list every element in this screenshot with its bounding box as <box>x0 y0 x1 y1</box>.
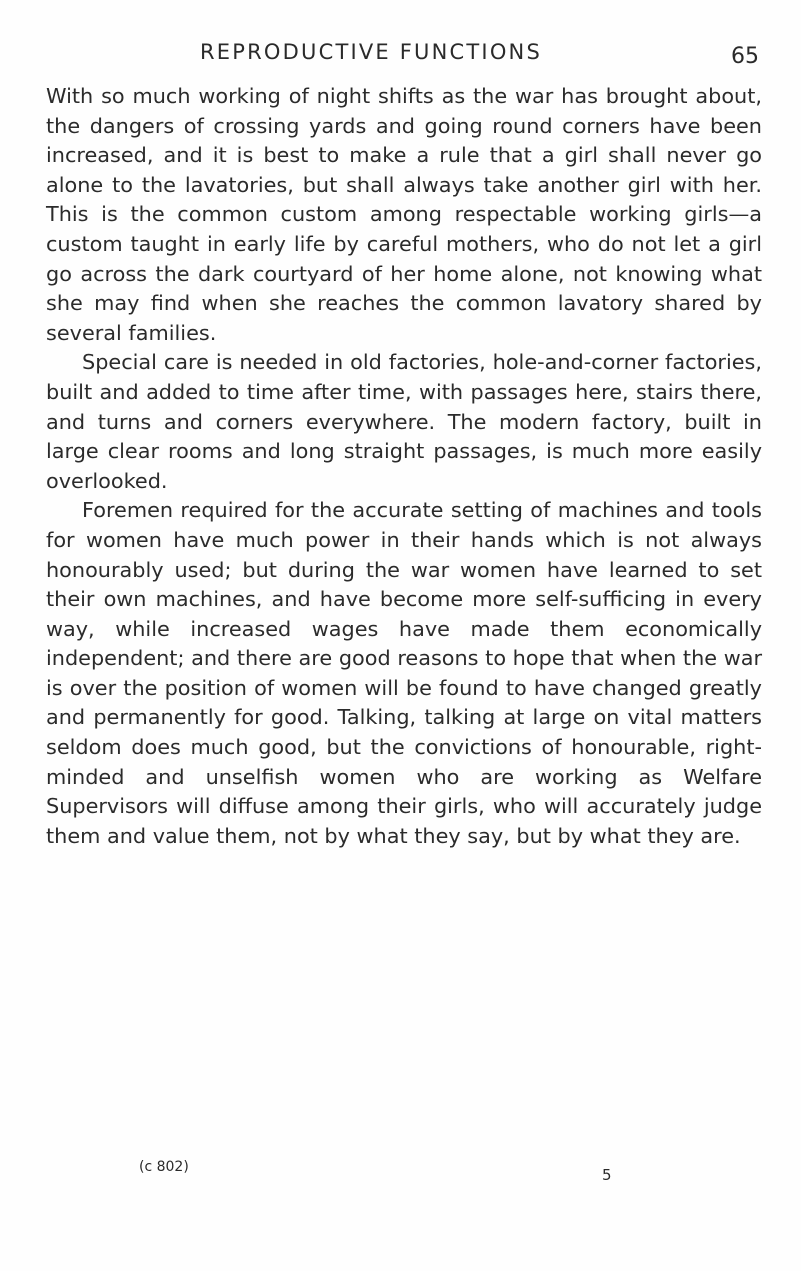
paragraph-3: Foremen required for the accurate setting of machines and tools for women have much power in their hands which is not always honourably used; but during the war women have learned to set their own machines, and have become more self-sufficing in every way, while increased wages have made them economically independent; and there are good reasons to hope that when the war is over the position of women will be found to have changed greatly and permanently for good. Talking, talking at large on vital matters seldom does much good, but the convictions of honourable, right-minded and unselfish women who are working as Welfare Supervisors will diffuse among their girls, who will accurately judge them and value them, not by what they say, but by what they are. <box>46 498 762 848</box>
body-text <box>46 82 762 851</box>
paragraph-1: With so much working of night shifts as the war has brought about, the dangers of crossing yards and going round corners have been increased, and it is best to make a rule that a girl shall never go alone to the lavatories, but shall always take another girl with her. This is the common custom among respectable working girls—a custom taught in early life by careful mothers, who do not let a girl go across the dark courtyard of her home alone, not knowing what she may find when she reaches the common lavatory shared by several families. <box>46 84 762 345</box>
signature-number: 5 <box>602 1166 612 1184</box>
printer-signature-mark: (c 802) <box>139 1159 189 1175</box>
running-head-title: REPRODUCTIVE FUNCTIONS <box>200 40 542 64</box>
page-number: 65 <box>731 44 759 69</box>
paragraph-2: Special care is needed in old factories, hole-and-corner factories, built and added to time after time, with passages here, stairs there, and turns and corners everywhere. The modern factory, built in large clear rooms and long straight passages, is much more easily overlooked. <box>46 350 762 493</box>
